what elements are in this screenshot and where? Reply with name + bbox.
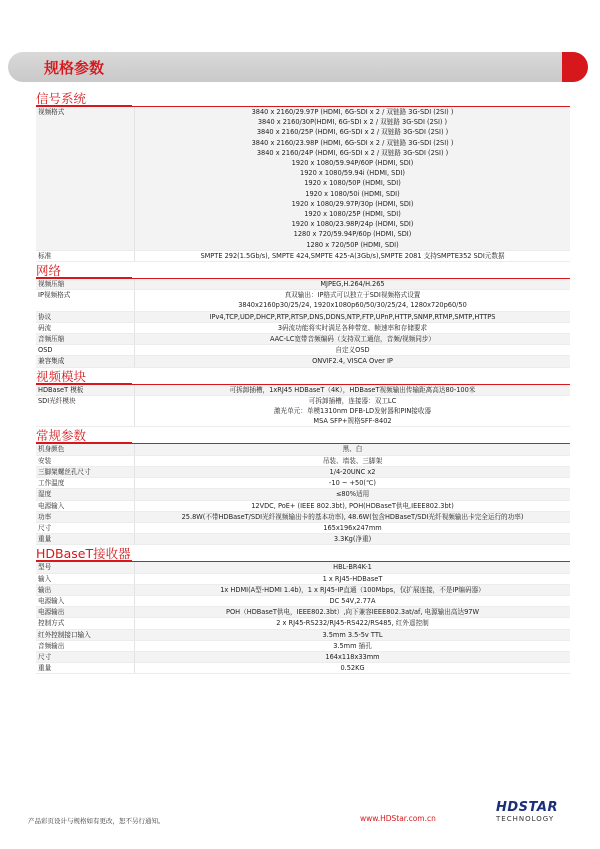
spec-label: 型号	[36, 562, 135, 572]
spec-row	[36, 523, 570, 534]
spec-label: 功率	[36, 512, 135, 522]
spec-value-line: 1/4-20UNC x2	[329, 467, 376, 476]
spec-value-line: 真双输出：IP格式可以独立于SDI视频格式设置	[284, 291, 421, 300]
spec-value-line: 1920 x 1080/25P (HDMI, SDI)	[304, 210, 401, 219]
spec-label: 兼容集成	[36, 356, 135, 366]
spec-label: 重量	[36, 663, 135, 673]
spec-value	[135, 630, 570, 640]
spec-value	[135, 574, 570, 584]
page-title: 规格参数	[44, 59, 105, 77]
spec-row	[36, 456, 570, 467]
spec-row	[36, 345, 570, 356]
spec-row	[36, 618, 570, 629]
spec-label: 视频格式	[36, 107, 135, 250]
spec-row	[36, 356, 570, 367]
spec-value-line: 1x HDMI(A型-HDMI 1.4b)，1 x RJ45-IP直通（100Mbps，仅扩展连接，不是IP编码器）	[220, 585, 485, 594]
spec-value-line: AAC-LC宽带音频编码（支持双工通信，音频/视频同步）	[269, 335, 436, 344]
spec-value	[135, 444, 570, 454]
spec-value-line: 自定义OSD	[335, 346, 370, 355]
spec-value	[135, 290, 570, 310]
section-underline	[36, 442, 132, 444]
spec-value-line: DC 54V,2.77A	[329, 596, 376, 605]
spec-value-line: 3840 x 2160/29.97P (HDMI, 6G-SDI x 2 / 双链路 3G-SDI (2SI) )	[251, 108, 454, 116]
spec-label: SDI光纤模块	[36, 396, 135, 427]
spec-value-line: 12VDC, PoE+ (IEEE 802.3bt), POH(HDBaseT供电,IEEE802.3bt)	[251, 501, 454, 510]
spec-value-line: 3.5mm 插孔	[333, 641, 372, 650]
spec-value	[135, 663, 570, 673]
section-title-text: 信号系统	[36, 91, 87, 106]
spec-value	[135, 585, 570, 595]
spec-row	[36, 478, 570, 489]
section-underline	[36, 105, 132, 107]
header-accent	[562, 52, 588, 82]
spec-row	[36, 630, 570, 641]
spec-label: IP视频格式	[36, 290, 135, 310]
spec-value-line: 可拆卸插槽，1xRJ45 HDBaseT（4K），HDBaseT视频输出传输距离高达80-100米	[229, 385, 476, 394]
spec-value	[135, 323, 570, 333]
spec-value	[135, 641, 570, 651]
spec-row	[36, 279, 570, 290]
spec-row	[36, 251, 570, 262]
spec-value	[135, 279, 570, 289]
spec-label: 安装	[36, 456, 135, 466]
spec-label: 标准	[36, 251, 135, 261]
spec-value	[135, 596, 570, 606]
spec-value-line: 2 x RJ45-RS232/RJ45-RS422/RS485, 红外遥控制	[276, 619, 429, 628]
spec-value	[135, 467, 570, 477]
spec-row	[36, 574, 570, 585]
section-title	[36, 262, 570, 279]
spec-label: 输出	[36, 585, 135, 595]
footer-url[interactable]: www.HDStar.com.cn	[360, 814, 436, 823]
spec-value-line: 1920 x 1080/23.98P/24p (HDMI, SDI)	[291, 220, 414, 229]
spec-label: HDBaseT 模板	[36, 385, 135, 395]
section-title	[36, 545, 570, 562]
spec-row	[36, 663, 570, 674]
logo-main: HDSTAR	[496, 800, 558, 815]
spec-value	[135, 107, 570, 250]
spec-value-line: 3码流功能将实时满足各种带宽、帧速率和存储要求	[277, 323, 428, 332]
spec-row	[36, 652, 570, 663]
spec-value-line: 1920 x 1080/59.94P/60P (HDMI, SDI)	[291, 159, 414, 168]
spec-value-line: 0.52KG	[340, 664, 365, 673]
spec-row	[36, 534, 570, 545]
spec-label: 码流	[36, 323, 135, 333]
spec-value-line: 3.3Kg(净重)	[333, 535, 372, 544]
spec-value	[135, 534, 570, 544]
spec-label: 输入	[36, 574, 135, 584]
spec-value	[135, 456, 570, 466]
spec-value-line: POH（HDBaseT供电，IEEE802.3bt）,向下兼容IEEE802.3at/af, 电源输出高达97W	[226, 608, 479, 617]
section-title	[36, 90, 570, 107]
spec-value	[135, 652, 570, 662]
section-title-text: HDBaseT接收器	[36, 546, 131, 562]
spec-value-line: 1920 x 1080/59.94i (HDMI, SDI)	[300, 169, 405, 178]
spec-value-line: 3840 x 2160/30P(HDMI, 6G-SDI x 2 / 双链路 3G-SDI (2SI) )	[257, 118, 448, 127]
spec-value-line: 黑、白	[342, 445, 363, 454]
spec-table	[36, 90, 570, 674]
section-underline	[36, 277, 132, 279]
spec-row	[36, 562, 570, 573]
spec-row	[36, 501, 570, 512]
spec-row	[36, 596, 570, 607]
spec-label: 红外控制接口输入	[36, 630, 135, 640]
spec-value-line: 3840 x 2160/23.98P (HDMI, 6G-SDI x 2 / 双链路 3G-SDI (2SI) )	[251, 138, 454, 147]
section-underline	[36, 383, 132, 385]
spec-value-line: ≤80%适用	[335, 490, 370, 499]
spec-value-line: 激光单元：单模1310nm DFB-LD发射器和PIN接收器	[273, 407, 432, 416]
spec-value-line: MJPEG,H.264/H.265	[320, 280, 385, 289]
section-underline	[36, 560, 132, 562]
spec-value	[135, 251, 570, 261]
spec-value	[135, 334, 570, 344]
spec-value-line: 吊装、墙装、三脚架	[322, 456, 383, 465]
spec-value-line: 1920 x 1080/29.97P/30p (HDMI, SDI)	[291, 199, 414, 208]
company-logo	[496, 800, 570, 823]
footer-note: 产品彩页设计与规格如有更改，恕不另行通知。	[28, 817, 165, 825]
spec-row	[36, 512, 570, 523]
spec-row	[36, 312, 570, 323]
spec-label: 音频压缩	[36, 334, 135, 344]
section-title	[36, 368, 570, 385]
spec-row	[36, 290, 570, 311]
spec-label: 湿度	[36, 489, 135, 499]
spec-value-line: 3840x2160p30/25/24, 1920x1080p60/50/30/25/24, 1280x720p60/50	[238, 301, 467, 310]
spec-value	[135, 345, 570, 355]
spec-label: 机身颜色	[36, 444, 135, 454]
spec-value-line: 164x118x33mm	[325, 652, 380, 661]
section-title-text: 网络	[36, 263, 62, 279]
spec-label: OSD	[36, 345, 135, 355]
spec-row	[36, 607, 570, 618]
spec-label: 工作温度	[36, 478, 135, 488]
spec-label: 尺寸	[36, 652, 135, 662]
spec-value-line: MSA SFP+规格SFF-8402	[313, 417, 392, 426]
spec-value	[135, 562, 570, 572]
spec-value-line: 3840 x 2160/24P (HDMI, 6G-SDI x 2 / 双链路 3G-SDI (2SI) )	[256, 148, 449, 157]
spec-label: 电源输入	[36, 596, 135, 606]
spec-value	[135, 385, 570, 395]
header-bar	[8, 52, 586, 82]
spec-label: 协议	[36, 312, 135, 322]
spec-row	[36, 467, 570, 478]
spec-row	[36, 489, 570, 500]
spec-label: 三脚架螺丝孔尺寸	[36, 467, 135, 477]
spec-value-line: IPv4,TCP,UDP,DHCP,RTP,RTSP,DNS,DDNS,NTP,FTP,UPnP,HTTP,SNMP,RTMP,SMTP,HTTPS	[209, 312, 496, 321]
spec-label: 重量	[36, 534, 135, 544]
spec-value	[135, 501, 570, 511]
logo-sub: TECHNOLOGY	[496, 815, 555, 823]
spec-value-line: 1280 x 720/50P (HDMI, SDI)	[306, 240, 399, 249]
spec-value-line: 可拆卸插槽，连接器：双工LC	[308, 396, 397, 405]
spec-label: 电源输入	[36, 501, 135, 511]
spec-value	[135, 356, 570, 366]
spec-value-line: 3840 x 2160/25P (HDMI, 6G-SDI x 2 / 双链路 3G-SDI (2SI) )	[256, 128, 449, 137]
section-title	[36, 427, 570, 444]
spec-value-line: 165x196x247mm	[323, 523, 382, 532]
spec-value-line: 3.5mm 3.5-5v TTL	[322, 630, 383, 639]
spec-row	[36, 585, 570, 596]
spec-value	[135, 512, 570, 522]
spec-value-line: ONVIF2.4, VISCA Over IP	[312, 357, 393, 366]
spec-value	[135, 607, 570, 617]
spec-value-line: 25.8W(不带HDBaseT/SDI光纤视频输出卡的基本功率), 48.6W(包含HDBaseT/SDI光纤视频输出卡完全运行的功率)	[181, 512, 524, 521]
spec-value	[135, 618, 570, 628]
spec-value-line: 1 x RJ45-HDBaseT	[322, 574, 383, 583]
spec-label: 电源输出	[36, 607, 135, 617]
spec-row	[36, 334, 570, 345]
spec-row	[36, 107, 570, 251]
spec-row	[36, 396, 570, 428]
spec-value	[135, 478, 570, 488]
spec-label: 尺寸	[36, 523, 135, 533]
spec-value-line: 1920 x 1080/50P (HDMI, SDI)	[304, 179, 401, 188]
spec-value	[135, 523, 570, 533]
spec-row	[36, 385, 570, 396]
spec-value	[135, 312, 570, 322]
spec-row	[36, 323, 570, 334]
section-title-text: 常规参数	[36, 428, 87, 444]
spec-value	[135, 396, 570, 427]
spec-row	[36, 641, 570, 652]
spec-value	[135, 489, 570, 499]
spec-label: 音频输出	[36, 641, 135, 651]
spec-value-line: -10 ~ +50(℃)	[329, 479, 376, 488]
section-title-text: 视频模块	[36, 368, 87, 384]
spec-value-line: 1280 x 720/59.94P/60p (HDMI, SDI)	[293, 230, 412, 239]
spec-label: 控制方式	[36, 618, 135, 628]
spec-value-line: HBL-BR4K-1	[333, 563, 372, 572]
spec-value-line: 1920 x 1080/50i (HDMI, SDI)	[305, 189, 400, 198]
spec-label: 视频压缩	[36, 279, 135, 289]
spec-value-line: SMPTE 292(1.5Gb/s), SMPTE 424,SMPTE 425-A(3Gb/s),SMPTE 2081 支持SMPTE352 SDI元数据	[200, 251, 505, 260]
spec-row	[36, 444, 570, 455]
